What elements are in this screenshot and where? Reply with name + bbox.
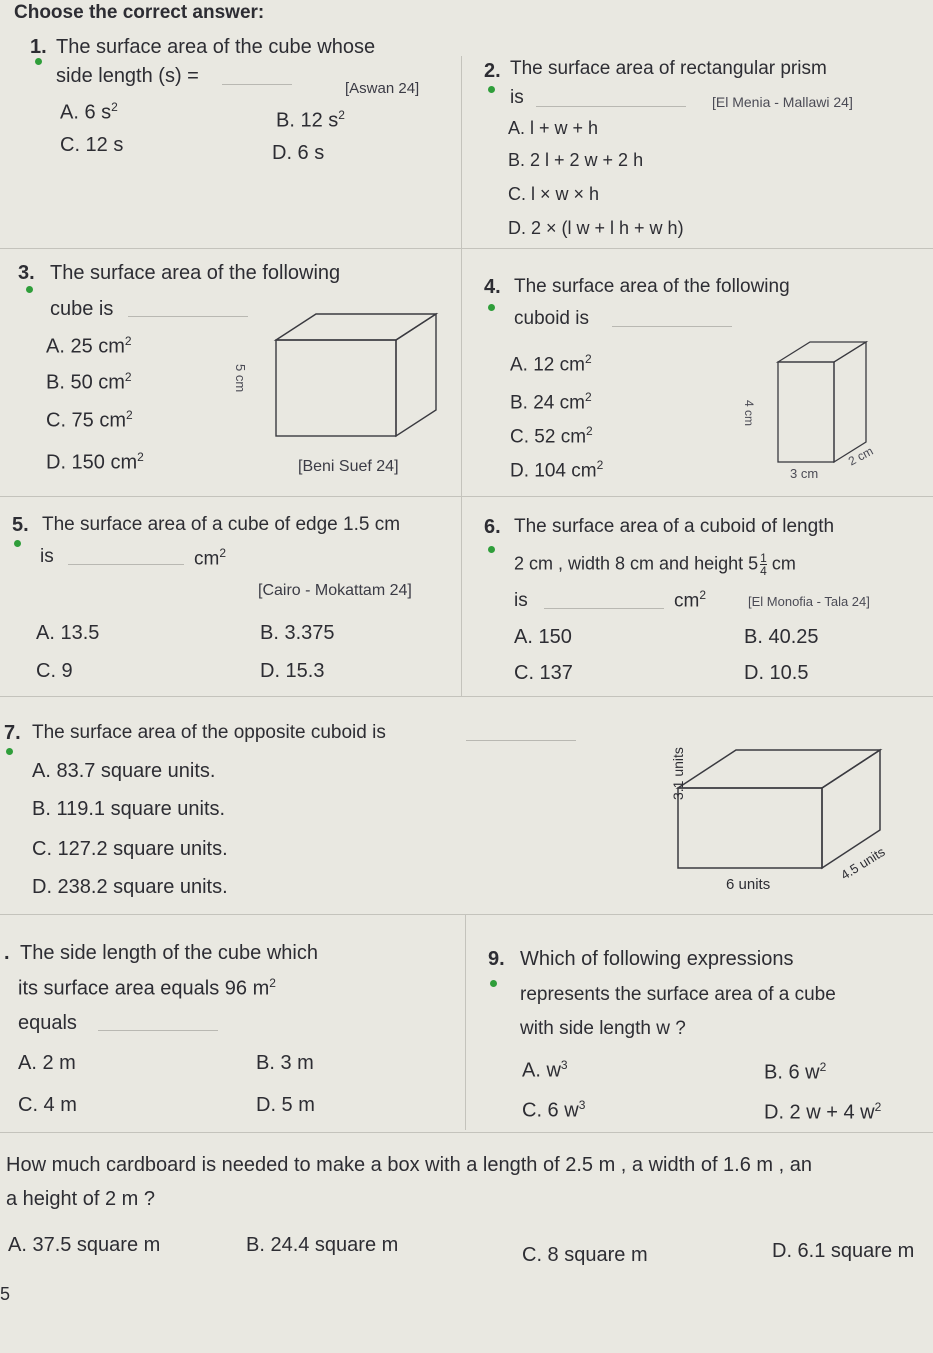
- question-8-number: .: [4, 942, 10, 964]
- cuboid-figure: [770, 340, 870, 466]
- question-3-source: [Beni Suef 24]: [298, 458, 399, 475]
- cuboid-height-label: 4 cm: [742, 400, 756, 427]
- question-9-number: 9.: [488, 948, 505, 970]
- question-3-text-2: cube is: [50, 298, 114, 320]
- bullet-dot: [26, 286, 33, 293]
- q6-option-d[interactable]: D. 10.5: [744, 662, 809, 684]
- q10-option-d[interactable]: D. 6.1 square m: [772, 1240, 915, 1262]
- question-4-text: The surface area of the following: [514, 276, 790, 297]
- fraction: $\frac{1}{4}$: [760, 551, 767, 578]
- question-10-text-2: a height of 2 m ?: [6, 1188, 155, 1210]
- answer-blank: [128, 316, 248, 317]
- question-6-unit: $cm^2$: [674, 588, 707, 612]
- q4-option-b[interactable]: B. 24 $cm^2$: [510, 390, 592, 414]
- q2-option-c[interactable]: C. l × w × h: [508, 184, 600, 204]
- answer-blank: [544, 608, 664, 609]
- question-7-number: 7.: [4, 722, 21, 744]
- question-9-text-3: with side length w ?: [520, 1018, 686, 1039]
- q2-option-b[interactable]: B. 2 l + 2 w + 2 h: [508, 150, 644, 170]
- q10-option-a[interactable]: A. 37.5 square m: [8, 1234, 161, 1256]
- divider: [0, 248, 933, 249]
- question-8-text-3: equals: [18, 1012, 77, 1034]
- question-7-text: The surface area of the opposite cuboid is: [32, 722, 386, 743]
- bullet-dot: [14, 540, 21, 547]
- column-divider: [465, 914, 466, 1130]
- question-9-text: Which of following expressions: [520, 948, 794, 970]
- divider: [0, 914, 933, 915]
- answer-blank: [466, 740, 576, 741]
- q4-option-d[interactable]: D. 104 $cm^2$: [510, 458, 604, 482]
- question-10-text: How much cardboard is needed to make a box with a length of 2.5 m , a width of 1.6 m , an: [6, 1154, 812, 1176]
- bullet-dot: [6, 748, 13, 755]
- question-2-text-2: is: [510, 87, 524, 108]
- bullet-dot: [35, 58, 42, 65]
- q1-option-a[interactable]: A. 6 $s^2$: [60, 100, 118, 124]
- q4-option-c[interactable]: C. 52 $cm^2$: [510, 424, 593, 448]
- cuboid-depth-label: 2 cm: [846, 443, 876, 469]
- question-4-number: 4.: [484, 276, 501, 298]
- q4-option-a[interactable]: A. 12 $cm^2$: [510, 352, 592, 376]
- column-divider: [461, 56, 462, 696]
- question-5-unit: $cm^2$: [194, 546, 227, 570]
- q2-option-d[interactable]: D. 2 × (l w + l h + w h): [508, 218, 684, 238]
- q9-option-b[interactable]: B. 6 $w^2$: [764, 1060, 827, 1084]
- question-4-text-2: cuboid is: [514, 308, 589, 329]
- question-1-text-2: side length (s) =: [56, 65, 199, 87]
- question-3-number: 3.: [18, 262, 35, 284]
- q3-option-d[interactable]: D. 150 $cm^2$: [46, 450, 144, 474]
- q10-option-c[interactable]: C. 8 square m: [522, 1244, 648, 1266]
- q3-option-b[interactable]: B. 50 $cm^2$: [46, 370, 132, 394]
- q1-option-d[interactable]: D. 6 s: [272, 142, 325, 164]
- q5-option-d[interactable]: D. 15.3: [260, 660, 325, 682]
- q9-option-a[interactable]: A. $w^3$: [522, 1058, 568, 1082]
- page-number-fragment: 5: [0, 1284, 11, 1304]
- cuboid-2-height-label: 3.1 units: [670, 747, 686, 800]
- cube-figure: [258, 310, 438, 440]
- cuboid-width-label: 3 cm: [790, 466, 819, 481]
- q10-option-b[interactable]: B. 24.4 square m: [246, 1234, 399, 1256]
- divider: [0, 696, 933, 697]
- q7-option-d[interactable]: D. 238.2 square units.: [32, 876, 228, 898]
- instruction-header: Choose the correct answer:: [14, 2, 265, 23]
- bullet-dot: [488, 304, 495, 311]
- question-6-source: [El Monofia - Tala 24]: [748, 594, 870, 609]
- question-1-source: [Aswan 24]: [345, 80, 420, 97]
- q7-option-a[interactable]: A. 83.7 square units.: [32, 760, 216, 782]
- q1-option-c[interactable]: C. 12 s: [60, 134, 124, 156]
- question-2-number: 2.: [484, 60, 501, 82]
- question-5-source: [Cairo - Mokattam 24]: [258, 582, 412, 599]
- question-1-number: 1.: [30, 36, 47, 58]
- question-1-text: The surface area of the cube whose: [56, 36, 376, 58]
- q3-option-a[interactable]: A. 25 $cm^2$: [46, 334, 132, 358]
- cube-side-label: 5 cm: [233, 364, 248, 393]
- bullet-dot: [488, 86, 495, 93]
- q8-option-b[interactable]: B. 3 m: [256, 1052, 314, 1074]
- divider: [0, 1132, 933, 1133]
- q6-option-a[interactable]: A. 150: [514, 626, 572, 648]
- question-5-text: The surface area of a cube of edge 1.5 cm: [42, 514, 401, 535]
- q9-option-c[interactable]: C. 6 $w^3$: [522, 1098, 586, 1122]
- question-9-text-2: represents the surface area of a cube: [520, 984, 836, 1005]
- q6-option-b[interactable]: B. 40.25: [744, 626, 819, 648]
- answer-blank: [98, 1030, 218, 1031]
- q3-option-c[interactable]: C. 75 $cm^2$: [46, 408, 133, 432]
- question-8-text: The side length of the cube which: [20, 942, 318, 964]
- question-6-text-3: is: [514, 590, 528, 611]
- q5-option-a[interactable]: A. 13.5: [36, 622, 100, 644]
- answer-blank: [68, 564, 184, 565]
- question-3-text: The surface area of the following: [50, 262, 341, 284]
- q8-option-a[interactable]: A. 2 m: [18, 1052, 76, 1074]
- question-6-number: 6.: [484, 516, 501, 538]
- q8-option-c[interactable]: C. 4 m: [18, 1094, 77, 1116]
- q8-option-d[interactable]: D. 5 m: [256, 1094, 315, 1116]
- question-6-text: The surface area of a cuboid of length: [514, 516, 835, 537]
- divider: [0, 496, 933, 497]
- question-5-number: 5.: [12, 514, 29, 536]
- question-8-text-2: its surface area equals 96 $m^2$: [18, 976, 276, 1000]
- question-5-text-2: is: [40, 546, 54, 567]
- answer-blank: [536, 106, 686, 107]
- bullet-dot: [490, 980, 497, 987]
- cuboid-2-width-label: 6 units: [726, 876, 771, 893]
- q5-option-b[interactable]: B. 3.375: [260, 622, 335, 644]
- question-6-text-2: 2 cm , width 8 cm and height 5 $\frac{1}{4}$ cm: [514, 551, 796, 578]
- q7-option-b[interactable]: B. 119.1 square units.: [32, 798, 226, 820]
- bullet-dot: [488, 546, 495, 553]
- q7-option-c[interactable]: C. 127.2 square units.: [32, 838, 228, 860]
- q5-option-c[interactable]: C. 9: [36, 660, 73, 682]
- answer-blank: [612, 326, 732, 327]
- q1-option-b[interactable]: B. 12 $s^2$: [276, 108, 345, 132]
- question-2-source: [El Menia - Mallawi 24]: [712, 94, 853, 110]
- q9-option-d[interactable]: D. 2 w + 4 $w^2$: [764, 1100, 882, 1124]
- answer-blank: [222, 84, 292, 85]
- cuboid-figure-2: [676, 748, 882, 872]
- cuboid-2-depth-label: 4.5 units: [838, 843, 888, 883]
- q2-option-a[interactable]: A. l + w + h: [508, 118, 599, 138]
- q6-option-c[interactable]: C. 137: [514, 662, 573, 684]
- question-2-text: The surface area of rectangular prism: [510, 58, 827, 79]
